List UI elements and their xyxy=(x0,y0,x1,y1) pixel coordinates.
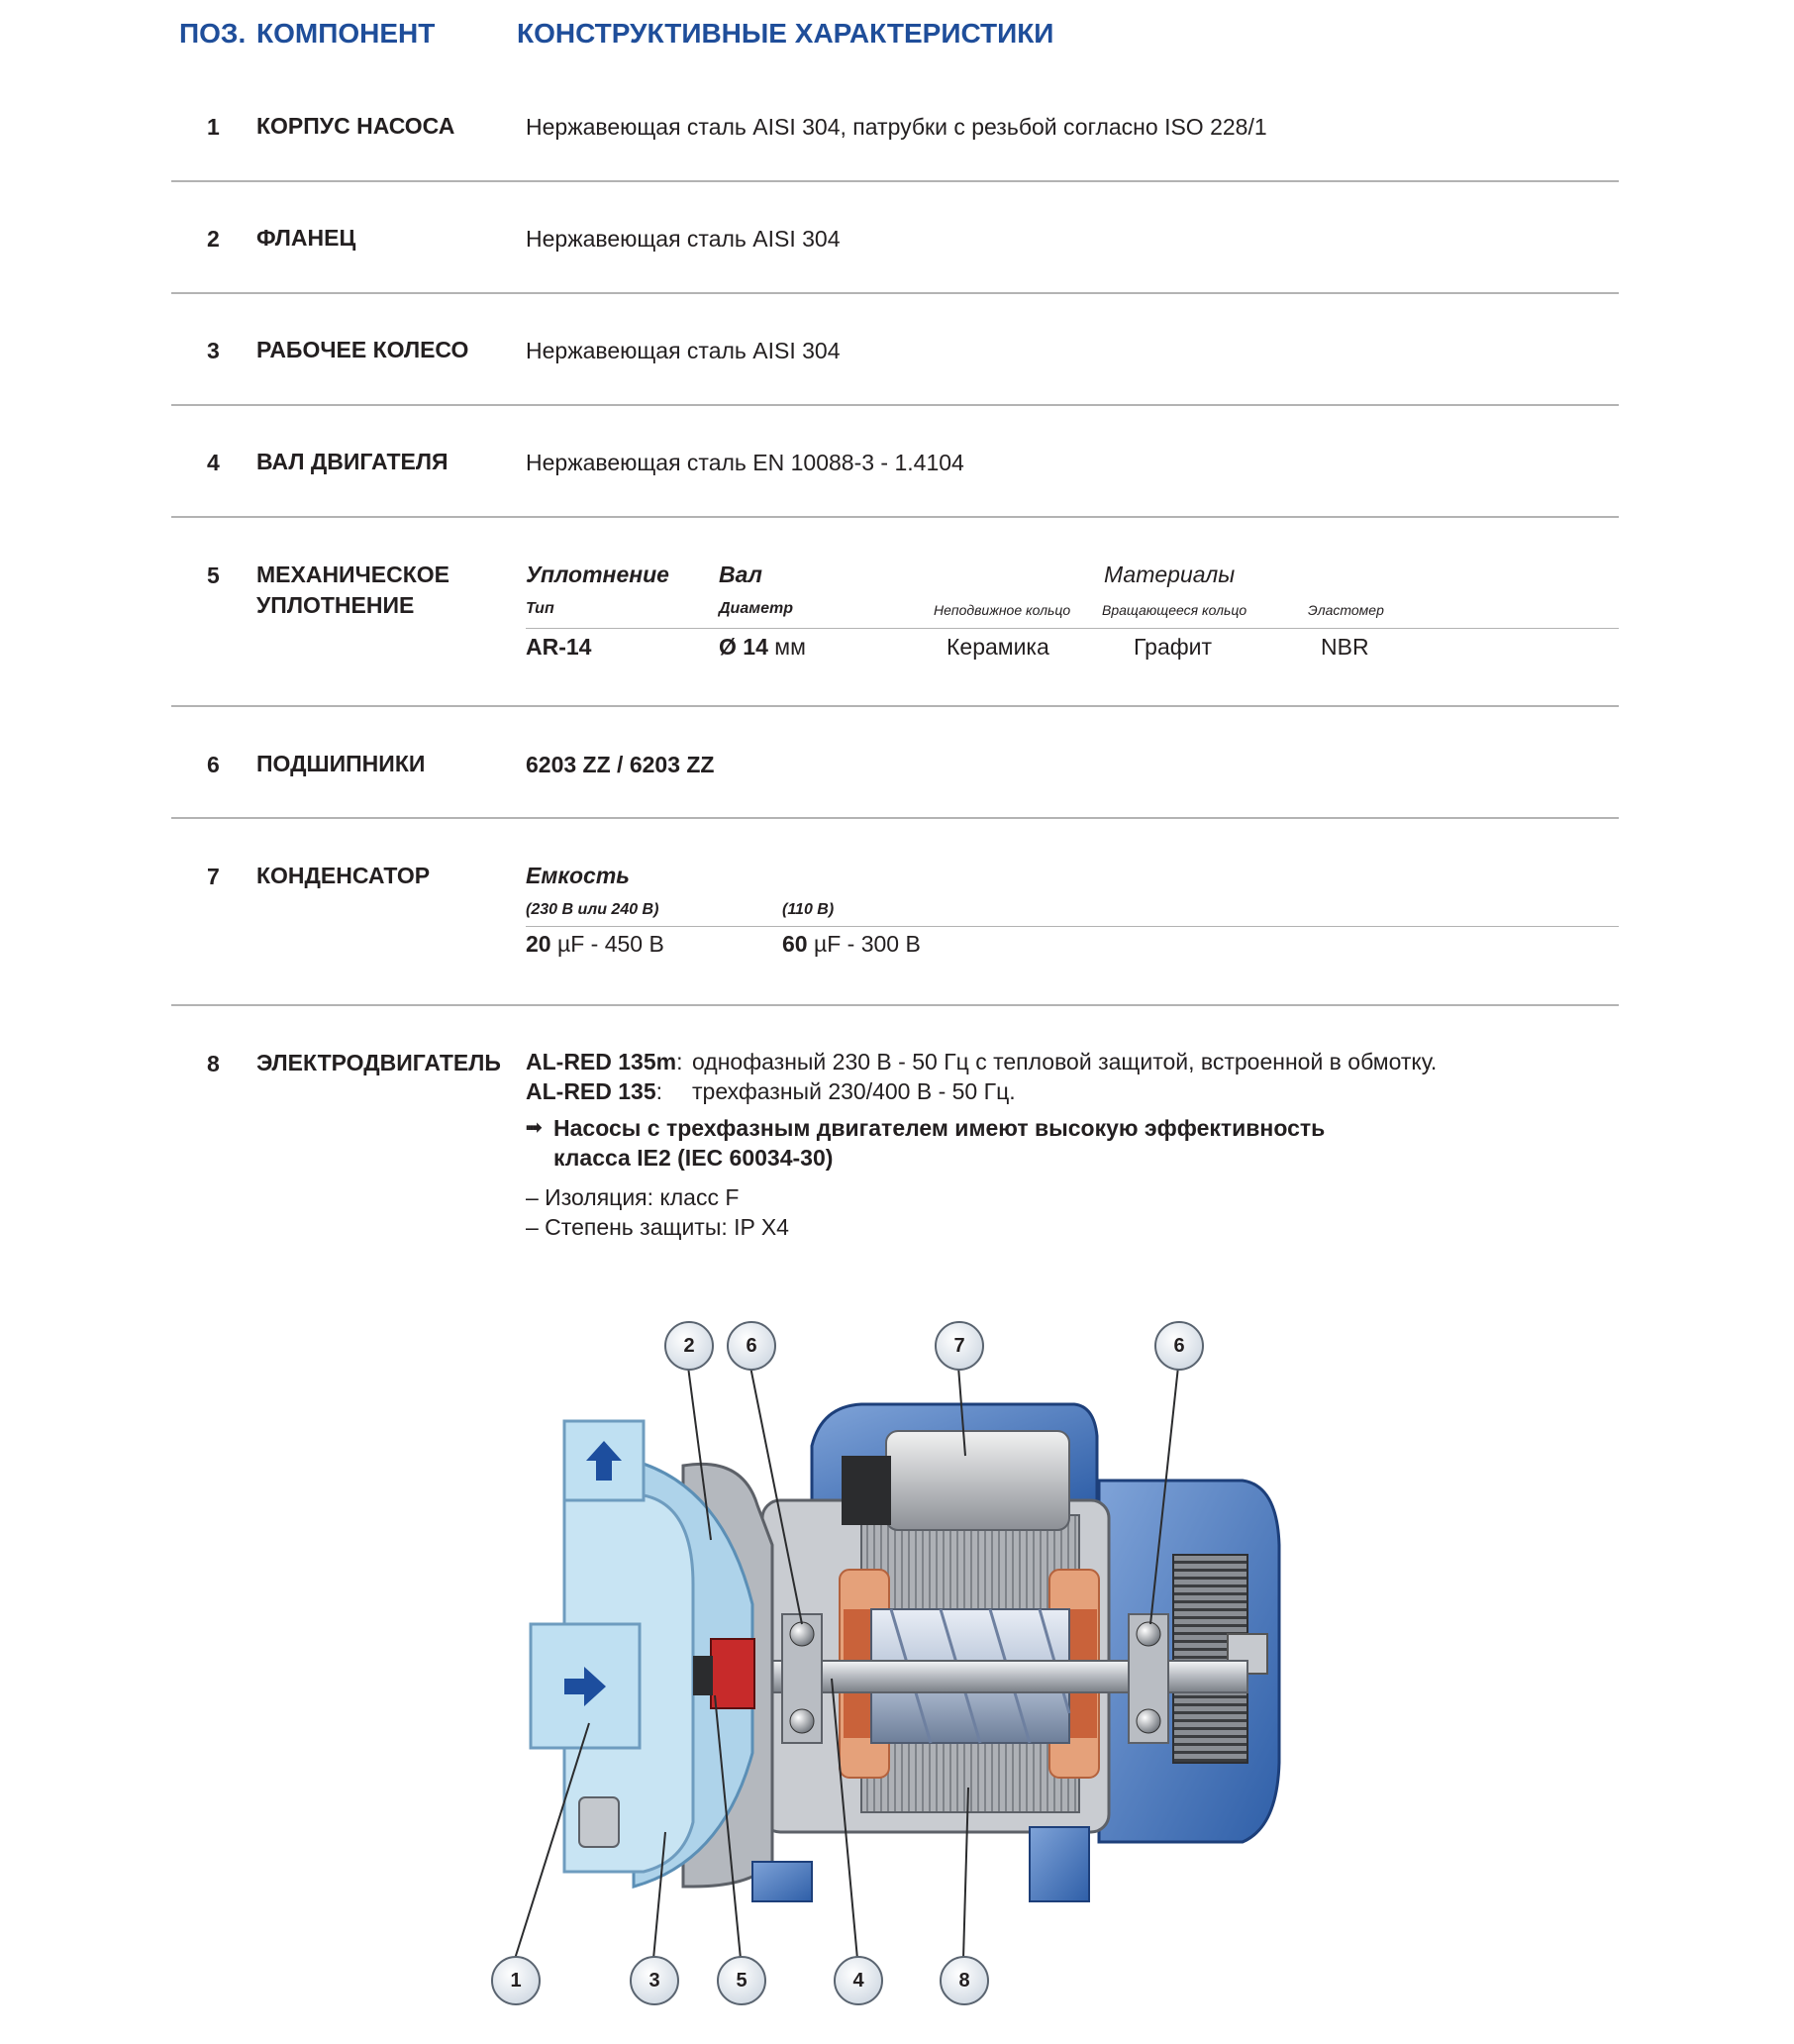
mechanical-seal xyxy=(711,1639,754,1708)
motor-desc-2: трехфазный 230/400 В - 50 Гц. xyxy=(692,1078,1016,1104)
row-6-name: ПОДШИПНИКИ xyxy=(256,751,426,776)
seal-sub-rotating: Вращающееся кольцо xyxy=(1102,602,1247,618)
row-7-name: КОНДЕНСАТОР xyxy=(256,863,431,888)
row-3-num: 3 xyxy=(207,338,220,363)
callout-bottom-1: 3 xyxy=(630,1956,679,2005)
row-4-name: ВАЛ ДВИГАТЕЛЯ xyxy=(256,449,448,474)
callout-bottom-0: 1 xyxy=(491,1956,541,2005)
foot-front xyxy=(752,1862,812,1901)
row-5-num: 5 xyxy=(207,562,220,588)
arrow-icon: ➟ xyxy=(526,1117,543,1139)
callout-top-1: 6 xyxy=(727,1321,776,1371)
bearing-front-ball-top xyxy=(790,1622,814,1646)
seal-sub-elastomer: Эластомер xyxy=(1308,602,1384,618)
row-2-name: ФЛАНЕЦ xyxy=(256,225,356,251)
seal-col-shaft: Вал xyxy=(719,562,762,587)
motor-note-line2: класса IE2 (IEC 60034-30) xyxy=(553,1145,834,1171)
seal-diameter-value: Ø 14 xyxy=(719,634,768,660)
row-1-num: 1 xyxy=(207,114,220,140)
motor-model-1: AL-RED 135m: xyxy=(526,1049,683,1074)
row-4-num: 4 xyxy=(207,450,220,475)
seal-col-seal: Уплотнение xyxy=(526,562,669,587)
capacitor-clip xyxy=(842,1456,891,1525)
motor-note-line1: Насосы с трехфазным двигателем имеют высокую эффективность xyxy=(553,1115,1326,1141)
seal-type: AR-14 xyxy=(526,634,592,660)
seal-sub-type: Тип xyxy=(526,600,554,617)
row-5-name-line1: МЕХАНИЧЕСКОЕ xyxy=(256,562,449,587)
seal-stationary: Керамика xyxy=(947,634,1049,660)
callout-top-3: 6 xyxy=(1154,1321,1204,1371)
seal-elastomer: NBR xyxy=(1321,634,1369,660)
callout-bottom-2: 5 xyxy=(717,1956,766,2005)
row-4-desc: Нержавеющая сталь EN 10088-3 - 1.4104 xyxy=(526,450,964,475)
seal-diameter-unit: мм xyxy=(774,634,806,660)
motor-desc-1: однофазный 230 В - 50 Гц с тепловой защитой, встроенной в обмотку. xyxy=(692,1049,1438,1074)
row-2-desc: Нержавеющая сталь AISI 304 xyxy=(526,226,841,252)
capacitor-sub-2: (110 В) xyxy=(782,901,835,918)
row-6-desc: 6203 ZZ / 6203 ZZ xyxy=(526,752,715,777)
row-6-num: 6 xyxy=(207,752,220,777)
capacitor-value-2-rest: µF - 300 В xyxy=(813,931,921,957)
motor-model-2-name: AL-RED 135 xyxy=(526,1078,656,1104)
capacitor-sub-1: (230 В или 240 В) xyxy=(526,901,659,918)
seal-spring xyxy=(693,1656,713,1695)
header-component: КОМПОНЕНТ xyxy=(256,18,436,49)
motor-insulation: – Изоляция: класс F xyxy=(526,1184,740,1210)
capacitor-value-2-bold: 60 xyxy=(782,931,808,957)
bearing-rear-ball-bottom xyxy=(1137,1709,1160,1733)
header-characteristics: КОНСТРУКТИВНЫЕ ХАРАКТЕРИСТИКИ xyxy=(517,18,1054,49)
header-pos: ПОЗ. xyxy=(179,18,247,49)
row-3-desc: Нержавеющая сталь AISI 304 xyxy=(526,338,841,363)
row-1-name: КОРПУС НАСОСА xyxy=(256,113,455,139)
row-1-desc: Нержавеющая сталь AISI 304, патрубки с резьбой согласно ISO 228/1 xyxy=(526,114,1267,140)
drain-plug xyxy=(579,1797,619,1847)
bearing-rear-ball-top xyxy=(1137,1622,1160,1646)
seal-rotating: Графит xyxy=(1134,634,1213,660)
foot-rear xyxy=(1030,1827,1089,1901)
callout-top-0: 2 xyxy=(664,1321,714,1371)
motor-model-1-name: AL-RED 135m xyxy=(526,1049,677,1074)
capacitor-value-1-bold: 20 xyxy=(526,931,551,957)
row-5-name-line2: УПЛОТНЕНИЕ xyxy=(256,592,415,618)
row-8-name: ЭЛЕКТРОДВИГАТЕЛЬ xyxy=(256,1050,501,1075)
row-3-name: РАБОЧЕЕ КОЛЕСО xyxy=(256,337,469,362)
capacitor-title: Емкость xyxy=(526,863,630,888)
motor-protection: – Степень защиты: IP X4 xyxy=(526,1214,789,1240)
row-8-num: 8 xyxy=(207,1051,220,1076)
seal-col-materials: Материалы xyxy=(1104,562,1236,587)
row-7-num: 7 xyxy=(207,864,220,889)
callout-bottom-3: 4 xyxy=(834,1956,883,2005)
capacitor xyxy=(886,1431,1069,1530)
capacitor-value-1-rest: µF - 450 В xyxy=(556,931,664,957)
seal-sub-diameter: Диаметр xyxy=(719,600,793,617)
row-2-num: 2 xyxy=(207,226,220,252)
callout-top-2: 7 xyxy=(935,1321,984,1371)
seal-sub-stationary: Неподвижное кольцо xyxy=(934,602,1071,618)
bearing-front-ball-bottom xyxy=(790,1709,814,1733)
motor-model-2: AL-RED 135: xyxy=(526,1078,663,1104)
callout-bottom-4: 8 xyxy=(940,1956,989,2005)
